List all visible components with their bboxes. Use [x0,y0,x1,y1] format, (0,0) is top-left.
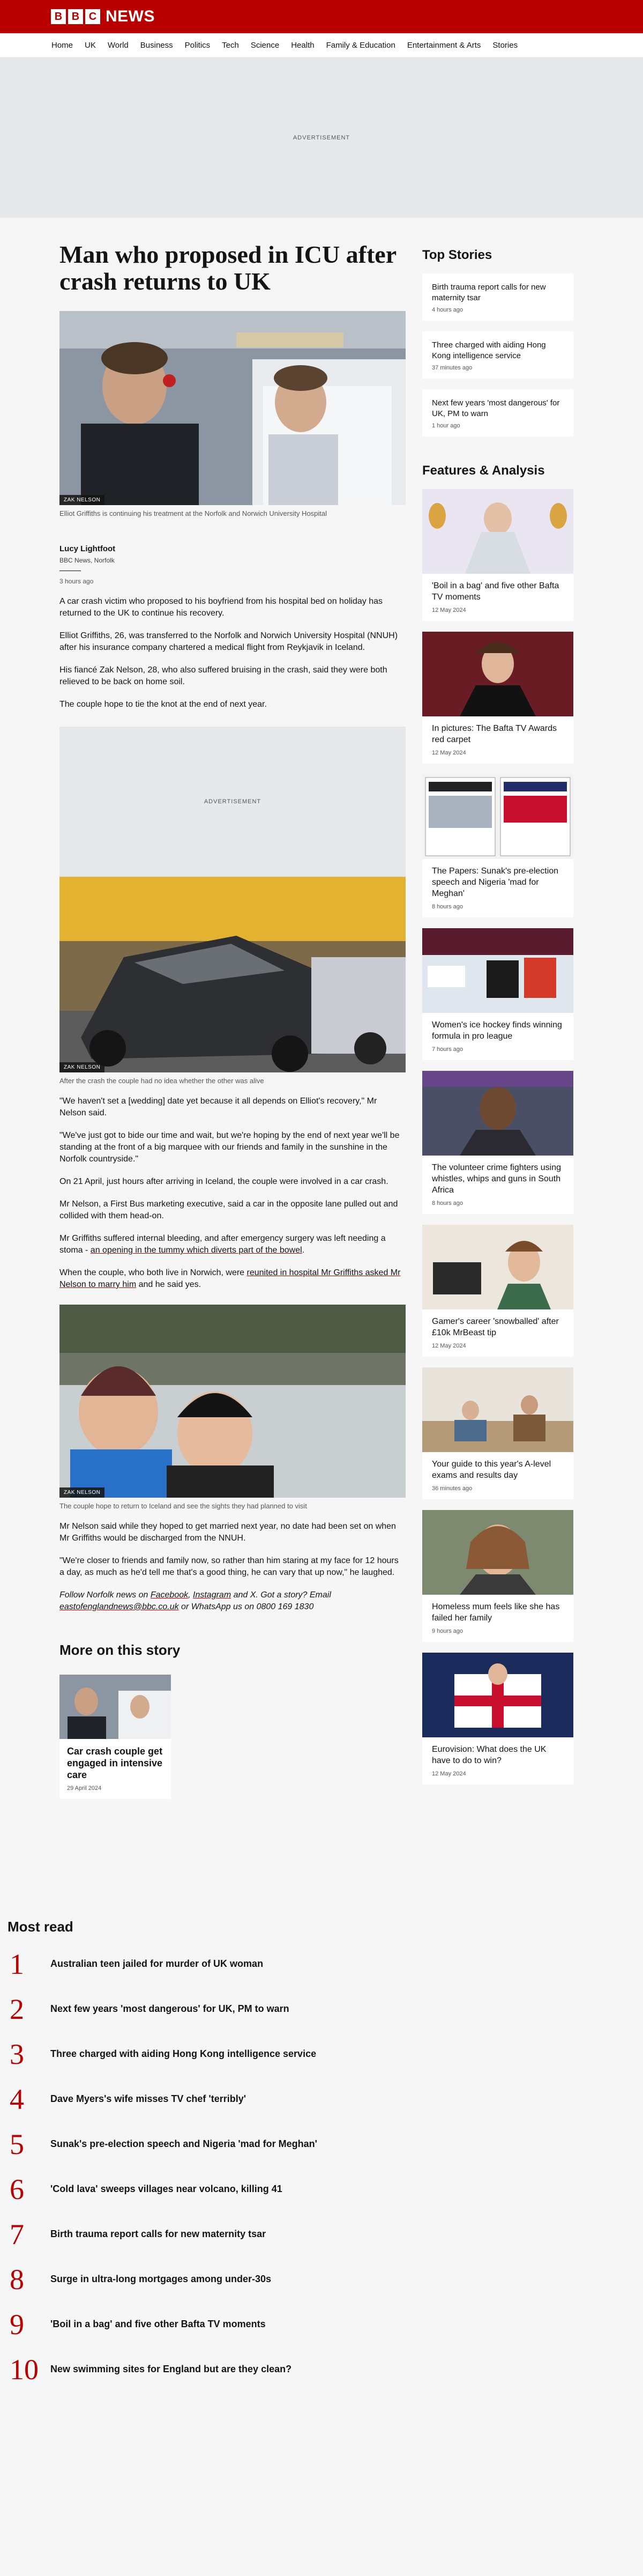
iceland-image [59,1305,406,1498]
article-paragraph: On 21 April, just hours after arriving in Iceland, the couple were involved in a car crash. [59,1177,388,1186]
feature-time: 12 May 2024 [432,1343,466,1349]
feature-card[interactable] [422,1653,573,1785]
top-story-item[interactable] [422,331,573,379]
top-story-title: Next few years 'most dangerous' for UK, PM to warn [432,398,560,418]
feature-thumbnail [422,928,573,1013]
feature-photo-illustration [422,1071,573,1156]
most-read-item[interactable] [8,2122,635,2167]
most-read-title: Three charged with aiding Hong Kong intelligence service [50,2048,317,2059]
sidebar [422,218,573,1785]
feature-card[interactable] [422,1367,573,1499]
feature-card[interactable] [422,1225,573,1357]
top-story-item[interactable] [422,273,573,321]
author-org: BBC News, Norfolk [59,557,115,564]
nav-business[interactable]: Business [140,41,173,50]
most-read-title: Dave Myers's wife misses TV chef 'terribly' [50,2093,246,2104]
article-paragraph: A car crash victim who proposed to his boyfriend from his hospital bed on holiday has returned to the UK to continue his recovery. [59,597,383,618]
nav-family-education[interactable]: Family & Education [326,41,395,50]
feature-time: 12 May 2024 [432,750,466,756]
top-story-time: 4 hours ago [432,307,463,313]
feature-thumbnail [422,1653,573,1737]
feature-photo-illustration [422,928,573,1013]
stoma-text-a: Mr Griffiths suffered internal bleeding, and after emergency surgery was left needing a stoma - [59,1234,386,1255]
logo-word: NEWS [106,8,155,25]
article-paragraph: "We haven't set a [wedding] date yet because it all depends on Elliot's recovery," Mr Nelson said. [59,1097,377,1117]
follow-text-b: and X. Got a story? Email [231,1590,331,1600]
feature-time: 12 May 2024 [432,607,466,613]
top-story-title: Three charged with aiding Hong Kong intelligence service [432,340,546,360]
nav-home[interactable]: Home [51,41,73,50]
article-paragraph: His fiancé Zak Nelson, 28, who also suffered bruising in the crash, said they were both relieved to be back on home soil. [59,665,387,686]
feature-photo-illustration [422,1225,573,1309]
feature-photo-illustration [422,632,573,716]
features-heading: Features & Analysis [422,463,545,478]
hero-credit: ZAK NELSON [59,495,104,505]
feature-thumbnail [422,489,573,574]
most-read-title: Sunak's pre-election speech and Nigeria 'mad for Meghan' [50,2138,317,2149]
crash-photo-illustration [59,877,406,1072]
most-read-item[interactable] [8,2302,635,2347]
nav-stories[interactable]: Stories [492,41,518,50]
nav-entertainment-arts[interactable]: Entertainment & Arts [407,41,481,50]
reunite-text-a: When the couple, who both live in Norwich, were [59,1268,247,1277]
logo-letter-b2: B [68,9,83,24]
feature-photo-illustration [422,489,573,574]
section-nav [0,33,643,58]
feature-photo-illustration [422,1367,573,1452]
hero-photo-illustration [59,311,406,505]
most-read-item[interactable] [8,1987,635,2032]
most-read-rank: 4 [10,2083,24,2115]
ad-label: ADVERTISEMENT [204,798,261,805]
inline-advertisement[interactable] [59,727,406,877]
article-paragraph: The couple hope to tie the knot at the end of next year. [59,700,267,709]
article-paragraph-stoma [59,1233,406,1256]
most-read-item[interactable] [8,2257,635,2302]
feature-title: Women's ice hockey finds winning formula in pro league [432,1020,562,1041]
most-read-rank: 5 [10,2128,24,2160]
most-read-title: Next few years 'most dangerous' for UK, PM to warn [50,2003,289,2014]
most-read-item[interactable] [8,2167,635,2212]
reunite-link[interactable]: reunited in hospital Mr Griffiths asked Mr Nelson to marry him [59,1268,401,1289]
follow-text-c: or WhatsApp us on 0800 169 1830 [178,1602,314,1611]
byline [59,544,406,571]
iceland-image-credit: ZAK NELSON [59,1487,104,1498]
feature-title: The Papers: Sunak's pre-election speech and Nigeria 'mad for Meghan' [432,867,559,898]
feature-thumbnail [422,632,573,716]
most-read-item[interactable] [8,2077,635,2122]
feature-time: 12 May 2024 [432,1771,466,1777]
most-read-item[interactable] [8,1942,635,1987]
most-read-rank: 8 [10,2263,24,2296]
article-paragraph: Elliot Griffiths, 26, was transferred to the Norfolk and Norwich University Hospital (NNUH) after his insurance company chartered a medical flight from Reykjavik in Iceland. [59,631,398,652]
related-story-card[interactable] [59,1675,171,1799]
feature-card[interactable] [422,1071,573,1214]
iceland-image-caption: The couple hope to return to Iceland and see the sights they had planned to visit [59,1502,307,1510]
feature-thumbnail [422,1510,573,1595]
feature-title: The volunteer crime fighters using whistles, whips and guns in South Africa [432,1163,561,1195]
nav-health[interactable]: Health [291,41,315,50]
feature-time: 8 hours ago [432,1200,463,1206]
most-read-rank: 6 [10,2173,24,2205]
follow-text-a: Follow Norfolk news on [59,1590,151,1600]
nav-tech[interactable]: Tech [222,41,239,50]
feature-thumbnail [422,1367,573,1452]
stoma-text-b: . [302,1246,305,1255]
follow-paragraph [59,1589,406,1613]
iceland-photo-illustration [59,1305,406,1498]
masthead [0,0,643,33]
most-read-item[interactable] [8,2347,635,2392]
feature-title: Eurovision: What does the UK have to do to win? [432,1745,547,1765]
nav-science[interactable]: Science [250,41,280,50]
feature-time: 36 minutes ago [432,1485,473,1492]
most-read-rank: 3 [10,2038,24,2070]
author-name: Lucy Lightfoot [59,544,116,553]
email-link[interactable]: eastofenglandnews@bbc.co.uk [59,1602,179,1611]
hero-image [59,311,406,505]
follow-sep: , [188,1590,193,1600]
feature-time: 7 hours ago [432,1046,463,1053]
article-title: Man who proposed in ICU after crash returns to UK [59,241,397,295]
crash-image-caption: After the crash the couple had no idea whether the other was alive [59,1077,264,1085]
feature-time: 8 hours ago [432,904,463,910]
most-read-title: Australian teen jailed for murder of UK woman [50,1958,264,1969]
feature-title: 'Boil in a bag' and five other Bafta TV moments [432,581,559,602]
nav-world[interactable]: World [107,41,129,50]
logo-letter-c: C [85,9,100,24]
feature-card[interactable] [422,632,573,764]
reunite-text-b: and he said yes. [136,1280,201,1289]
article-paragraph: "We're closer to friends and family now, so rather than him staring at my face for 12 hours a day, as much as he'd tell me that's a good thing, he can vary that up now," he laughed. [59,1556,399,1577]
bbc-news-logo[interactable] [51,8,155,26]
feature-title: Gamer's career 'snowballed' after £10k MrBeast tip [432,1317,559,1337]
most-read-heading: Most read [8,1919,73,1935]
feature-title: In pictures: The Bafta TV Awards red carpet [432,724,557,744]
feature-photo-illustration [422,1510,573,1595]
feature-title: Your guide to this year's A-level exams and results day [432,1460,551,1480]
related-story-date: 29 April 2024 [67,1785,102,1792]
article-paragraph-reunite [59,1267,406,1291]
most-read-title: Surge in ultra-long mortgages among under-30s [50,2274,272,2284]
most-read-rank: 9 [10,2308,24,2341]
most-read [8,1919,635,2392]
nav-uk[interactable]: UK [85,41,96,50]
most-read-rank: 2 [10,1993,24,2025]
article-paragraph: Mr Nelson said while they hoped to get married next year, no date had been set on when Mr Griffiths would be discharged from the NNUH. [59,1522,396,1543]
instagram-link[interactable]: Instagram [193,1590,231,1600]
most-read-item[interactable] [8,2032,635,2077]
top-advertisement[interactable] [0,58,643,218]
article-paragraph: "We've just got to bide our time and wait, but we're hoping by the end of next year we'll be standing at the front of a big marquee with our friends and family in the sunshine in the Norfolk countryside." [59,1131,400,1164]
feature-card[interactable] [422,489,573,621]
feature-card[interactable] [422,774,573,917]
top-stories-heading: Top Stories [422,248,492,262]
article-paragraph: Mr Nelson, a First Bus marketing executive, said a car in the opposite lane pulled out and collided with them head-on. [59,1200,398,1220]
feature-photo-illustration [422,774,573,859]
most-read-rank: 10 [10,2353,39,2386]
most-read-title: 'Boil in a bag' and five other Bafta TV moments [50,2319,266,2329]
feature-card[interactable] [422,1510,573,1642]
crash-image-credit: ZAK NELSON [59,1062,104,1072]
most-read-rank: 1 [10,1948,24,1980]
top-story-time: 1 hour ago [432,423,460,429]
hero-caption: Elliot Griffiths is continuing his treatment at the Norfolk and Norwich University Hospital [59,509,327,517]
ad-label: ADVERTISEMENT [293,135,350,141]
publish-time: 3 hours ago [59,578,94,585]
feature-thumbnail [422,1225,573,1309]
top-story-item[interactable] [422,389,573,436]
logo-letter-b1: B [51,9,66,24]
feature-photo-illustration [422,1653,573,1737]
feature-card[interactable] [422,928,573,1060]
most-read-title: 'Cold lava' sweeps villages near volcano, killing 41 [50,2183,282,2194]
nav-politics[interactable]: Politics [184,41,211,50]
feature-time: 9 hours ago [432,1628,463,1634]
most-read-rank: 7 [10,2218,24,2251]
facebook-link[interactable]: Facebook [150,1590,189,1600]
feature-thumbnail [422,1071,573,1156]
top-story-title: Birth trauma report calls for new maternity tsar [432,283,546,302]
article [59,218,406,1799]
stoma-link[interactable]: an opening in the tummy which diverts part of the bowel [90,1246,302,1255]
more-on-story-heading: More on this story [59,1642,181,1658]
most-read-title: Birth trauma report calls for new maternity tsar [50,2229,266,2239]
feature-title: Homeless mum feels like she has failed her family [432,1602,560,1623]
most-read-title: New swimming sites for England but are they clean? [50,2364,292,2374]
related-photo-illustration [59,1675,171,1739]
related-story-thumbnail [59,1675,171,1739]
most-read-item[interactable] [8,2212,635,2257]
top-story-time: 37 minutes ago [432,365,473,371]
related-story-title: Car crash couple get engaged in intensive care [67,1746,163,1780]
feature-thumbnail [422,774,573,859]
crash-image [59,877,406,1072]
